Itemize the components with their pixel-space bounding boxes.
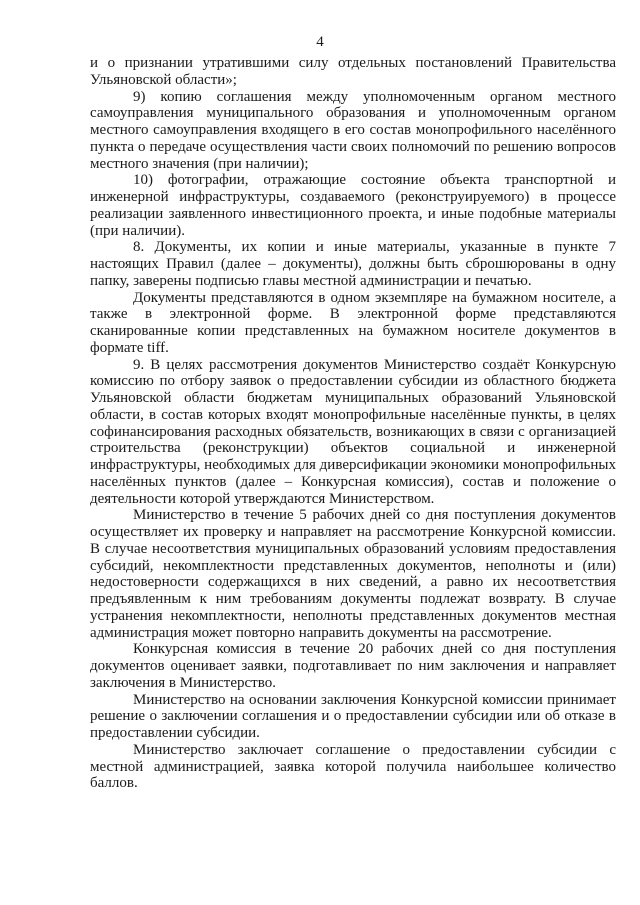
paragraph-clause-8-submission: Документы представляются в одном экземпляре на бумажном носителе, а также в электронной форме. В электронной форме представляются сканированные копии представленных на бумажном носителе документов в формате tiff. [90,289,616,356]
paragraph-clause-9: 9. В целях рассмотрения документов Министерство создаёт Конкурсную комиссию по отбору заявок о предоставлении субсидии из областного бюджета Ульяновской области бюджетам муниципальных образований Ульяновской области, в состав которых входят монопрофильные населённые пункты, в целях софинансирования расходных обязательств, возникающих в связи с организацией строительства (реконструкции) объектов социальной и инженерной инфраструктуры, необходимых для диверсификации экономики монопрофильных населённых пунктов (далее – Конкурсная комиссия), состав и положение о деятельности которой утверждаются Министерством. [90,356,616,507]
page-number: 4 [316,34,324,50]
paragraph-clause-9-decision: Министерство на основании заключения Конкурсной комиссии принимает решение о заключении соглашения и о предоставлении субсидии или об отказе в предоставлении субсидии. [90,691,616,741]
paragraph-item-9: 9) копию соглашения между уполномоченным органом местного самоуправления муниципального образования и уполномоченным органом местного самоуправления входящего в его состав монопрофильного населённого пункта о передаче осуществления части своих полномочий по решению вопросов местного значения (при наличии); [90,88,616,172]
paragraph-clause-9-review: Министерство в течение 5 рабочих дней со дня поступления документов осуществляет их проверку и направляет на рассмотрение Конкурсной комиссии. В случае несоответствия муниципальных образований условиям предоставления субсидий, некомплектности представленных документов, неполноты и (или) недостоверности содержащихся в них сведений, а равно их несоответствия предъявленным к ним требованиям документы подлежат возврату. В случае устранения некомплектности, неполноты представленных документов местная администрация может повторно направить документы на рассмотрение. [90,507,616,641]
paragraph-clause-8: 8. Документы, их копии и иные материалы, указанные в пункте 7 настоящих Правил (далее – документы), должны быть сброшюрованы в одну папку, заверены подписью главы местной администрации и печатью. [90,239,616,289]
paragraph-item-10: 10) фотографии, отражающие состояние объекта транспортной и инженерной инфраструктуры, создаваемого (реконструируемого) в процессе реализации заявленного инвестиционного проекта, и иные подобные материалы (при наличии). [90,172,616,239]
paragraph-clause-9-evaluation: Конкурсная комиссия в течение 20 рабочих дней со дня поступления документов оценивает заявки, подготавливает по ним заключения и направляет заключения в Министерство. [90,641,616,691]
paragraph-continuation: и о признании утратившими силу отдельных постановлений Правительства Ульяновской области»; [90,55,616,88]
paragraph-clause-9-agreement: Министерство заключает соглашение о предоставлении субсидии с местной администрацией, заявка которой получила наибольшее количество баллов. [90,741,616,792]
document-body [90,55,616,792]
